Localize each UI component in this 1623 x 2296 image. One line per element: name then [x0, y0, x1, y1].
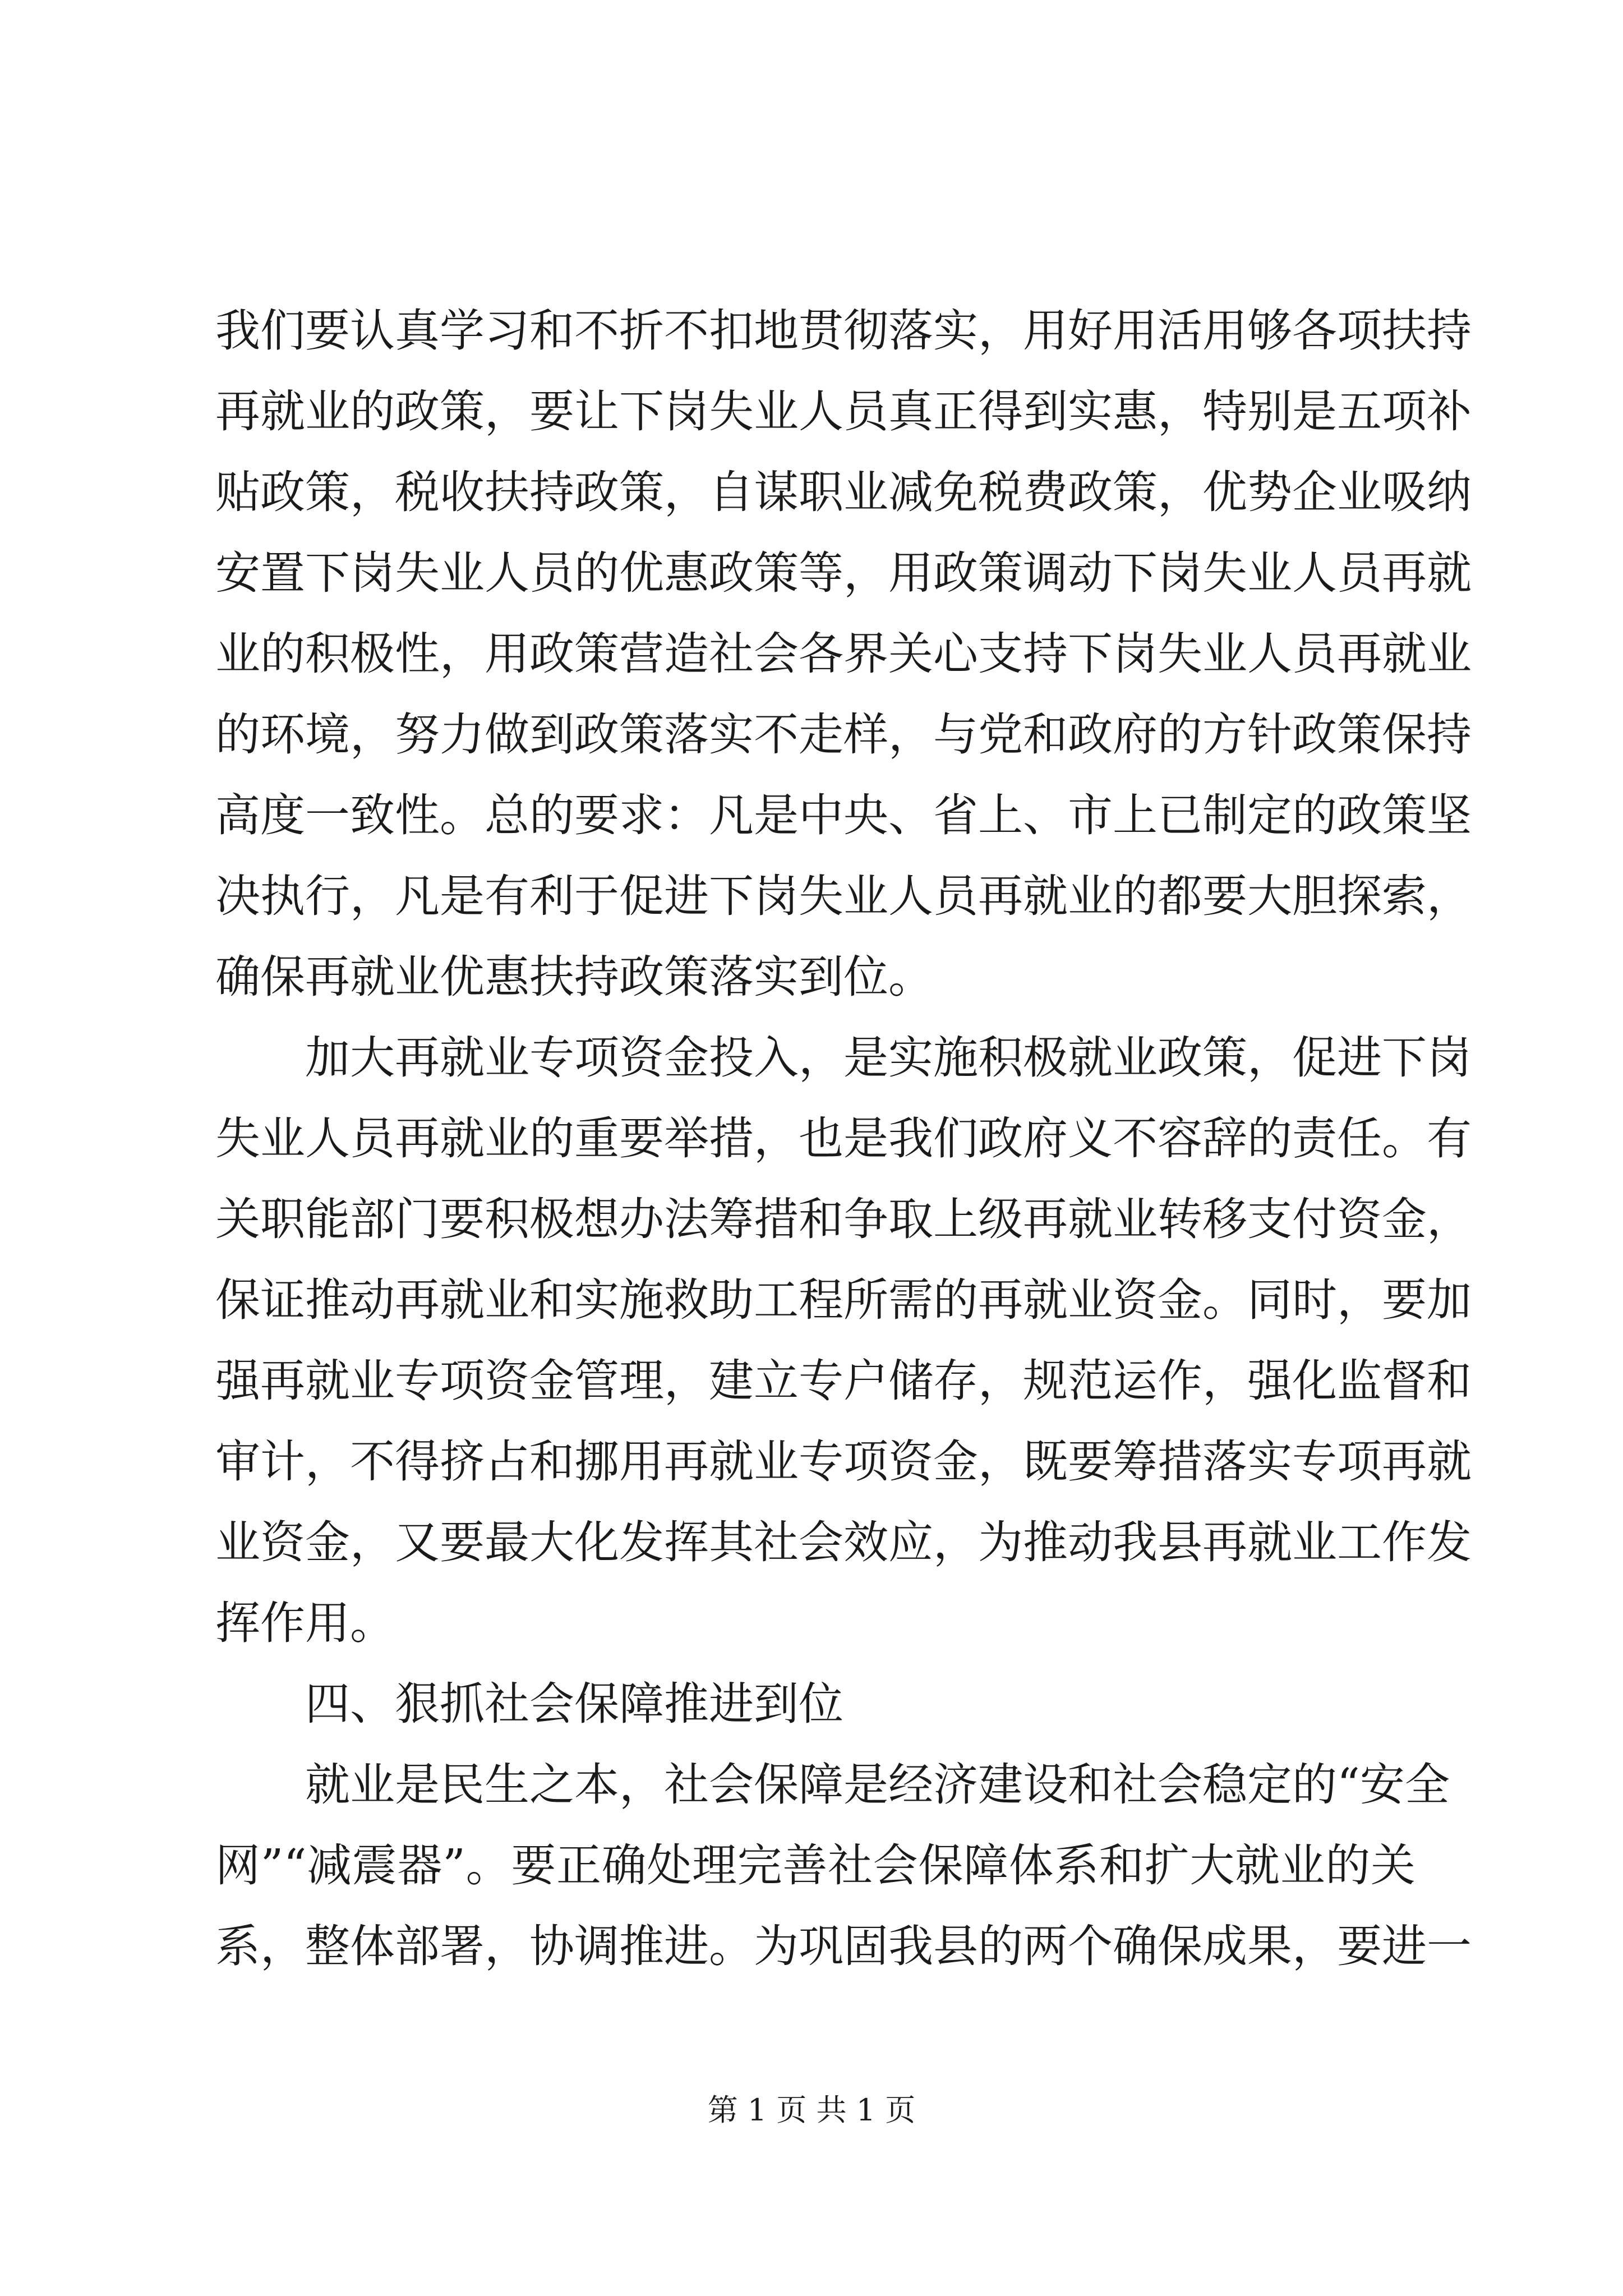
text-line: 决执行，凡是有利于促进下岗失业人员再就业的都要大胆探索，: [215, 870, 1472, 922]
text-line: 确保再就业优惠扶持政策落实到位。: [215, 951, 933, 1003]
text-line: 四、狠抓社会保障推进到位: [305, 1678, 843, 1730]
text-line: 贴政策，税收扶持政策，自谋职业减免税费政策，优势企业吸纳: [215, 466, 1472, 518]
text-line: 就业是民生之本，社会保障是经济建设和社会稳定的“安全: [305, 1759, 1450, 1811]
text-line: 高度一致性。总的要求：凡是中央、省上、市上已制定的政策坚: [215, 789, 1472, 841]
text-line: 我们要认真学习和不折不扣地贯彻落实，用好用活用够各项扶持: [215, 305, 1472, 357]
text-line: 网”“减震器”。要正确处理完善社会保障体系和扩大就业的关: [215, 1839, 1415, 1892]
text-line: 业资金，又要最大化发挥其社会效应，为推动我县再就业工作发: [215, 1516, 1472, 1568]
text-line: 的环境，努力做到政策落实不走样，与党和政府的方针政策保持: [215, 708, 1472, 761]
text-line: 系，整体部署，协调推进。为巩固我县的两个确保成果，要进一: [215, 1920, 1472, 1972]
page-footer: 第 1 页 共 1 页: [707, 2092, 916, 2128]
text-line: 加大再就业专项资金投入，是实施积极就业政策，促进下岗: [305, 1032, 1472, 1084]
text-line: 关职能部门要积极想办法筹措和争取上级再就业转移支付资金，: [215, 1193, 1472, 1245]
text-line: 失业人员再就业的重要举措，也是我们政府义不容辞的责任。有: [215, 1112, 1472, 1165]
text-line: 保证推动再就业和实施救助工程所需的再就业资金。同时，要加: [215, 1274, 1472, 1326]
text-line: 安置下岗失业人员的优惠政策等，用政策调动下岗失业人员再就: [215, 547, 1472, 599]
body-text: [215, 291, 1472, 1987]
text-line: 业的积极性，用政策营造社会各界关心支持下岗失业人员再就业: [215, 628, 1472, 680]
text-line: 再就业的政策，要让下岗失业人员真正得到实惠，特别是五项补: [215, 385, 1472, 438]
text-line: 审计，不得挤占和挪用再就业专项资金，既要筹措落实专项再就: [215, 1435, 1472, 1488]
text-line: 挥作用。: [215, 1597, 395, 1649]
text-line: 强再就业专项资金管理，建立专户储存，规范运作，强化监督和: [215, 1355, 1472, 1407]
